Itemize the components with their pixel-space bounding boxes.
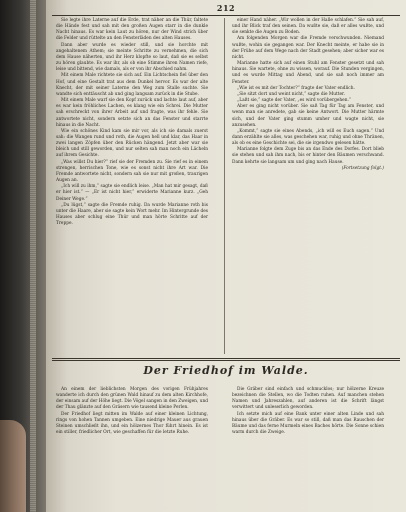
book-page bbox=[46, 0, 406, 512]
story-column-right bbox=[232, 18, 384, 172]
story-column-left bbox=[56, 18, 208, 227]
column-divider bbox=[224, 18, 225, 354]
paragraph: Marianne folgte dem Zuge bis an das Ende des Dorfes. Dort blieb sie stehen und sah ihm nach, bis er hinter den Bäumen verschwand. Dann kehrte sie langsam um und ging nach Hause. bbox=[232, 147, 384, 165]
paragraph: „Was willst Du hier?“ rief sie der Fremden zu. Sie rief es in einem strengen, herrischen Tone, wie es sonst nicht ihre Art war. Die Fremde antwortete nicht, sondern sah sie nur mit großen, traurigen Augen an. bbox=[56, 159, 208, 184]
paragraph: An einem der lieblichsten Morgen des vorigen Frühjahres wanderte ich durch den grünen Wald hinauf zu dem alten Kirchhofe, der einsam auf der Höhe liegt. Die Vögel sangen in den Zweigen, und der Thau glänzte auf den Gräsern wie tausend kleine Perlen. bbox=[56, 387, 208, 411]
paragraph: Mit einem Male richtete sie sich auf. Ein Lichtschein fiel über den Hof, und eine Gestalt trat aus dem Dunkel hervor. Es war der alte Knecht, der mit seiner Laterne den Weg zum Stalle suchte. Sie wandte sich enttäuscht ab und ging langsam zurück in die Stube. bbox=[56, 73, 208, 97]
header-rule bbox=[52, 15, 400, 16]
paragraph: „Laßt sie,“ sagte der Vater, „es wird vorübergehen.“ bbox=[237, 98, 352, 104]
paragraph: „Sie sitzt dort und weint nicht,“ sagte die Mutter. bbox=[237, 91, 345, 97]
paragraph: „Wie ist es mit der Tochter?“ fragte der Vater endlich. bbox=[237, 85, 355, 91]
paragraph: Ich setzte mich auf eine Bank unter einer alten Linde und sah hinaus über die Gräber. Es war so still, daß man das Rauschen der Bäume und das ferne Murmeln eines Baches hörte. Die Sonne schien warm durch die Zweige. bbox=[232, 411, 384, 436]
paragraph: Die Gräber sind einfach und schmucklos; nur hölzerne Kreuze bezeichnen die Stellen, wo die Todten ruhen. Auf manchen stehen Namen und Jahreszahlen, auf anderen ist die Schrift längst verwittert und unleserlich geworden. bbox=[232, 387, 384, 411]
paragraph: „Du lügst,“ sagte die Fremde ruhig. Da wurde Marianne roth bis unter die Haare, aber sie sagte kein Wort mehr. Im Hintergrunde des Hauses aber schlug eine Thür und man hörte Schritte auf der Treppe. bbox=[56, 202, 208, 227]
thumb bbox=[0, 420, 26, 512]
page-number: 212 bbox=[216, 3, 236, 13]
article-column-left bbox=[56, 387, 208, 436]
section-rule-top bbox=[52, 358, 400, 359]
paragraph: Dann aber wurde es wieder still, und sie horchte mit angehaltenem Athem; sie meinte Schritte zu vernehmen, die sich dem Hause näherten, und ihr Herz klopfte so laut, daß sie es selbst zu hören glaubte. Es war ihr, als ob eine Stimme ihren Namen riefe, leise und bittend, wie damals, als er von ihr Abschied nahm. bbox=[56, 42, 208, 73]
continuation-note: (Fortsetzung folgt.) bbox=[341, 165, 384, 171]
paragraph: Marianne hatte sich auf einen Stuhl am Fenster gesetzt und sah hinaus. Sie wartete, ohne zu wissen, worauf. Die Stunden vergingen, und es wurde Mittag und Abend, und sie saß noch immer am Fenster. bbox=[232, 61, 384, 85]
section-rule-bottom bbox=[52, 360, 400, 361]
page-edges bbox=[30, 0, 36, 512]
paragraph: Wie ein schönes Kind kam sie mir vor, als ich sie damals zuerst sah: die Wangen rund und roth, die Augen hell und klar, das Haar in zwei langen Zöpfen über den Rücken hängend. Jetzt aber war sie bleich und still geworden, und nur selten sah man noch ein Lächeln auf ihrem Gesichte. bbox=[56, 128, 208, 159]
paragraph: Sie legte ihre Laterne auf die Erde, trat näher an die Thür, faltete die Hände fest und sah mit den großen Augen starr in die dunkle Nacht hinaus. Es war kein Laut zu hören, nur der Wind strich über die Felder und rüttelte an den Fensterläden des alten Hauses. bbox=[56, 18, 208, 42]
paragraph: Mit einem Male warf sie den Kopf zurück und lachte laut auf, aber es war kein fröhliches Lachen, es klang wie ein Schrei. Die Mutter sah erschreckt von ihrer Arbeit auf und fragte, was ihr fehle. Sie antwortete nicht, sondern setzte sich an das Fenster und starrte hinaus in die Nacht. bbox=[56, 98, 208, 128]
article-column-right bbox=[232, 387, 384, 436]
paragraph: einer Hand näher. „Wir wollen in der Halle schlafen.“ Sie sah auf, und ihr Blick traf den seinen. Da wußte sie, daß er alles wußte, und sie senkte die Augen zu Boden. bbox=[232, 18, 384, 36]
paragraph: Am folgenden Morgen war die Fremde verschwunden. Niemand wußte, wohin sie gegangen war. Der Knecht meinte, er habe sie in der Frühe auf dem Wege nach der Stadt gesehen; aber sicher war es nicht. bbox=[232, 36, 384, 60]
paragraph: „Kommt,“ sagte sie eines Abends, „ich will es Euch sagen.“ Und dann erzählte sie alles, was geschehen war, ruhig und ohne Thränen, als ob es eine Geschichte sei, die sie irgendwo gelesen hätte. bbox=[232, 128, 384, 147]
paragraph: Aber es ging nicht vorüber. Sie saß Tag für Tag am Fenster, und wenn man sie anredete, gab sie keine Antwort. Die Mutter härmte sich, und der Vater ging stumm umher und wagte nicht, sie anzusehen. bbox=[232, 104, 384, 128]
paragraph: „Ich will zu ihm,“ sagte sie endlich leise. „Man hat mir gesagt, daß er hier ist.“ — „Er ist nicht hier,“ erwiderte Marianne kurz. „Geh Deiner Wege.“ bbox=[56, 184, 208, 202]
article-title: Der Friedhof im Walde. bbox=[143, 364, 309, 377]
paragraph: Der Friedhof liegt mitten im Walde auf einer kleinen Lichtung, rings von hohen Tannen umgeben. Eine niedrige Mauer aus grauen Steinen umschließt ihn, und ein hölzernes Thor führt hinein. Es ist ein stiller, friedlicher Ort, wie geschaffen für die letzte Ruhe. bbox=[56, 411, 208, 436]
